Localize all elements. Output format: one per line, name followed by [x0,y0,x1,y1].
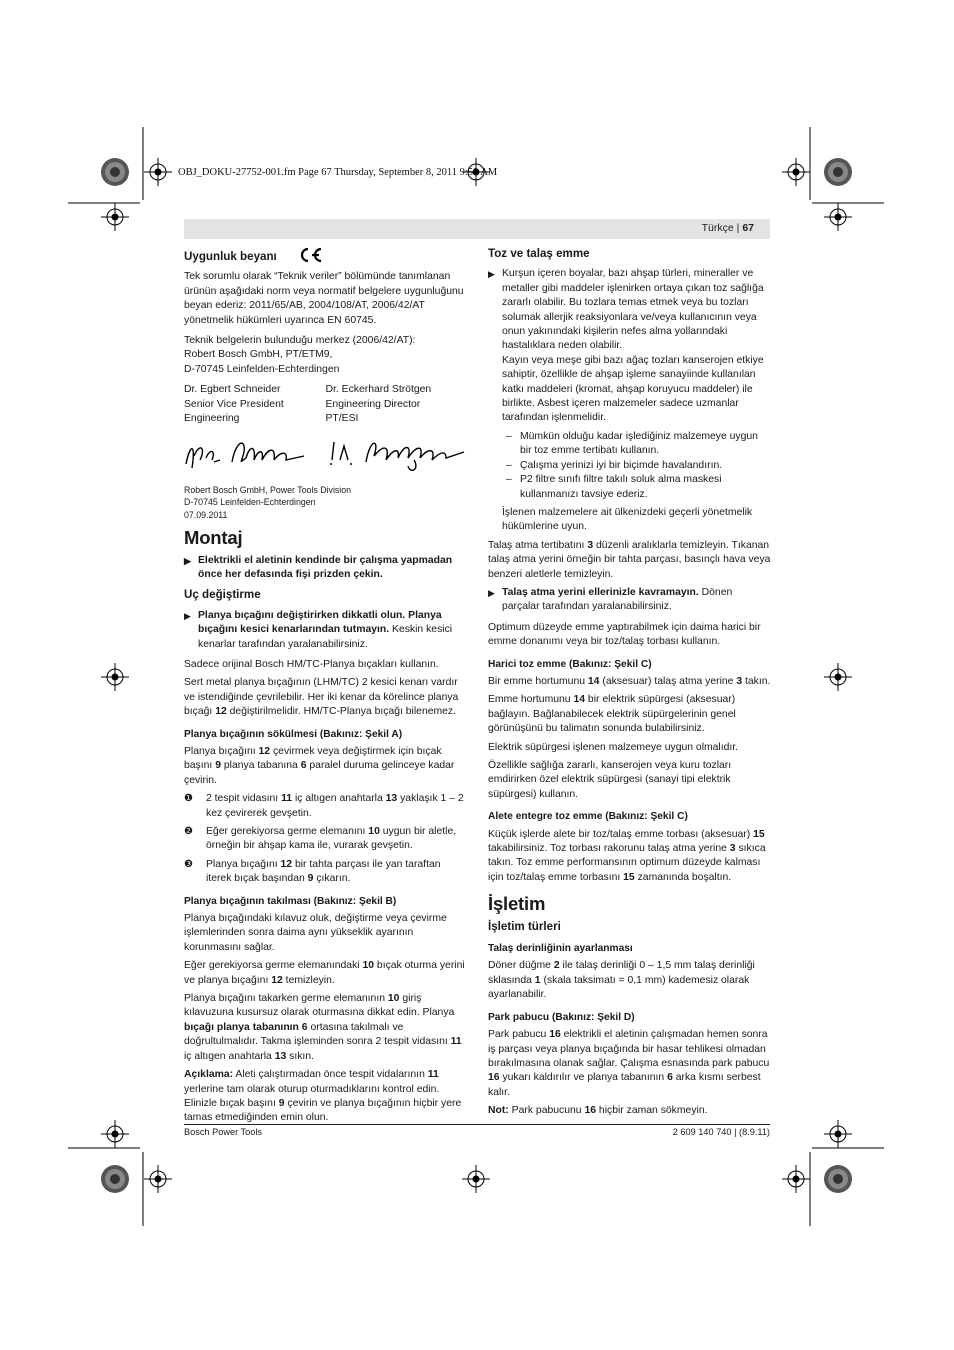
warning-blade: ▶ Planya bıçağını değiştirirken dikkatli olun. Planya bıçağını kesici kenarlarından tutmayın. Keskin kesici kenarlar tarafından yaralanabilirsiniz. [184,609,453,650]
step-1: ❶ 2 tespit vidasını 11 iç altıgen anahtarla 13 yaklaşık 1 – 2 kez çevirerek gevşetin. [184,793,464,819]
company-address: Robert Bosch GmbH, Power Tools Division D-70745 Leinfelden-Echterdingen 07.09.2011 [184,484,352,520]
header-language: Türkçe [701,222,734,234]
color-target-icon [101,158,129,186]
footer-rule [184,1124,770,1125]
section-operation: İşletim [488,893,546,915]
blade-original: Sadece orijinal Bosch HM/TC-Planya bıçakları kullanın. [184,658,439,670]
dust-regulations: İşlenen malzemelere ait ülkenizdeki geçerli yönetmelik hükümlerine uyun. [502,506,753,533]
warning-dust: ▶ Kurşun içeren boyalar, bazı ahşap türleri, mineraller ve metaller gibi maddeler işlenirken ortaya çıkan toz sağlığa zararlı olabilir. Bu tozlara temas etmek veya bu tozları solumak allerjik reaksiyonlara ve/veya kullanıcının veya onun yakınındaki kişilerin nefes alma yollarındaki hastalıklara neden olabilir. [488,268,764,352]
warning-unplug: ▶ Elektrikli el aletinin kendinde bir çalışma yapmadan önce her defasında fişi prizden çekin. [184,554,453,580]
footer-doc-number: 2 609 140 740 | (8.9.11) [672,1127,770,1137]
ce-mark-icon [298,247,324,263]
page-header: Türkçe | 67 [184,219,770,239]
color-target-icon [824,1165,852,1193]
park-text: Park pabucu 16 elektrikli el aletinin çalışmadan hemen sonra iş parçası veya planya bıçağında bir hasar tehlikesi olmadan bırakılmasına olanak sağlar. Çalışma esnasında park pabucu 16 yukarı kaldırılır ve planya tabanının 6 arka kısmı serbest kalır. [488,1029,770,1098]
ext-text-2: Emme hortumunu 14 bir elektrik süpürgesi (aksesuar) bağlayın. Bağlanabilecek elektrik süpürgelerinin genel görünüşünü bu talimatın sonunda bulabilirsiniz. [488,694,736,735]
conformity-title: Uygunluk beyanı [184,247,467,264]
file-info: OBJ_DOKU-27752-001.fm Page 67 Thursday, September 8, 2011 9:58 AM [178,167,498,178]
signatory-1: Dr. Egbert Schneider Senior Vice President Engineering [184,384,284,425]
handwritten-signatures [184,434,467,476]
section-blade-change: Uç değiştirme [184,588,261,602]
section-internal-extraction: Alete entegre toz emme (Bakınız: Şekil C) [488,811,688,823]
step-2: ❷ Eğer gerekiyorsa germe elemanını 10 uygun bir aletle, örneğin bir ahşap kama ile, vurarak gevşetin. [184,826,457,852]
insert-note: Açıklama: Aleti çalıştırmadan önce tespit vidalarının 11 yerlerine tam olarak oturup oturmadıklarını kontrol edin. Elinizle bıçak başını 9 çevirin ve planya bıçağının hiçbir yere tamas etmediğinden emin olun. [184,1069,462,1124]
park-note: Not: Park pabucunu 16 hiçbir zaman sökmeyin. [488,1105,708,1117]
dust-tip-2: – Çalışma yerinizi iyi bir biçimde havalandırın. [506,459,723,471]
ext-text-1: Bir emme hortumunu 14 (aksesuar) talaş atma yerine 3 takın. [488,675,771,687]
insert-text-1: Planya bıçağındaki kılavuz oluk, değiştirme veya çevirme işlemlerinden sonra daima aynı yükseklik ayarının korunmasını sağlar. [184,913,447,953]
right-column [488,247,771,1123]
ext-text-4: Özellikle sağlığa zararlı, kanserojen veya kuru tozları emdirirken özel elektrik süpürgesi (sanayi tipi elektrik süpürgesi) kullanın. [488,760,732,800]
depth-text: Döner düğme 2 ile talaş derinliği 0 – 1,5 mm talaş derinliği sklasında 1 (skala taksimatı = 0,1 mm) kademesiz olarak ayarlanabilir. [488,960,755,1001]
section-dust: Toz ve talaş emme [488,247,590,260]
color-target-icon [101,1165,129,1193]
section-montaj: Montaj [184,527,243,549]
insert-text-2: Eğer gerekiyorsa germe elemanındaki 10 bıçak oturma yerini ve planya bıçağını 12 temizleyin. [184,960,465,986]
section-operation-modes: İşletim türleri [488,919,561,933]
section-blade-removal: Planya bıçağının sökülmesi (Bakınız: Şekil A) [184,728,403,740]
section-blade-insert: Planya bıçağının takılması (Bakınız: Şekil B) [184,895,397,907]
tech-docs: Teknik belgelerin bulunduğu merkez (2006/42/AT): Robert Bosch GmbH, PT/ETM9, D-70745 Leinfelden-Echterdingen [184,335,416,375]
dust-clean: Talaş atma tertibatını 3 düzenli aralıklarla temizleyin. Tıkanan talaş atma yerini örneğin bir tahta parçası, basınçlı hava veya benzeri aletlerle temizleyin. [488,539,771,580]
int-text: Küçük işlerde alete bir toz/talaş emme torbası (aksesuar) 15 takabilirsiniz. Toz torbası rakorunu talaş atma yerine 3 sıkıca takın. Toz emme performansının optimum düzeyde kalması için toz/talaş emme torbasını 15 zamanında boşaltın. [488,828,766,883]
section-depth: Talaş derinliğinin ayarlanması [488,943,633,955]
ext-text-3: Elektrik süpürgesi işlenen malzemeye uygun olmalıdır. [488,741,739,753]
dust-optimum: Optimum düzeyde emme yaptırabilmek için daima harici bir emme donanımı veya bir toz/talaş torbası kullanın. [488,621,761,648]
footer-brand: Bosch Power Tools [184,1127,262,1137]
insert-text-3: Planya bıçağını takarken germe elemanının 10 giriş kılavuzuna kusursuz olarak oturmasına dikkat edin. Planya bıçağı planya tabanının 6 ortasına takılmalı ve doğrultulmalıdır. Takma işleminden sonra 2 tespit vidasını 11 iç altıgen anahtarla 13 sıkın. [184,993,462,1062]
dust-tip-1: – Mümkün olduğu kadar işlediğiniz malzemeye uygun bir toz emme tertibatı kullanın. [506,430,758,457]
section-external-extraction: Harici toz emme (Bakınız: Şekil C) [488,658,652,670]
blade-carbide: Sert metal planya bıçağının (LHM/TC) 2 kesici kenarı vardır ve istendiğinde çevrilebilir. Her iki kenar da körelince planya bıçağı 12 değiştirilmelidir. HM/TC-Planya bıçağı bilenemez. [184,677,459,718]
section-park-shoe: Park pabucu (Bakınız: Şekil D) [488,1011,635,1023]
conformity-text: Tek sorumlu olarak “Teknik veriler” bölümünde tanımlanan ürünün aşağıdaki norm veya normatif belgelere uygunluğunu beyan ederiz: 2011/65/AB, 2004/108/AT, 2006/42/AT yönetmelik hükümleri uyarınca EN 60745. [184,271,464,326]
dust-tip-3: – P2 filtre sınıfı filtre takılı soluk alma maskesi kullanmanızı tavsiye ederiz. [506,474,722,500]
removal-text: Planya bıçağını 12 çevirmek veya değiştirmek için bıçak başını 9 planya tabanına 6 paralel duruma gelinceye kadar çevirin. [184,745,455,786]
page-number: 67 [742,222,754,234]
dust-carcinogen: Kayın veya meşe gibi bazı ağaç tozları kanserojen etkiye sahiptir, özellikle de ahşap işleme sanayiinde kullanılan katkı maddeleri (kromat, ahşap koruyucu maddeler) ile birlikte. Asbest içeren malzemeler sadece uzmanlar tarafından işlenmelidir. [502,354,764,424]
color-target-icon [824,158,852,186]
signatory-2: Dr. Eckerhard Strötgen Engineering Director PT/ESI [325,384,432,425]
left-column [184,247,467,1130]
step-3: ❸ Planya bıçağını 12 bir tahta parçası ile yan taraftan iterek bıçak başından 9 çıkarın. [184,858,441,885]
warning-chip: ▶ Talaş atma yerini ellerinizle kavramayın. Dönen parçalar tarafından yaralanabilirsiniz. [488,586,733,613]
